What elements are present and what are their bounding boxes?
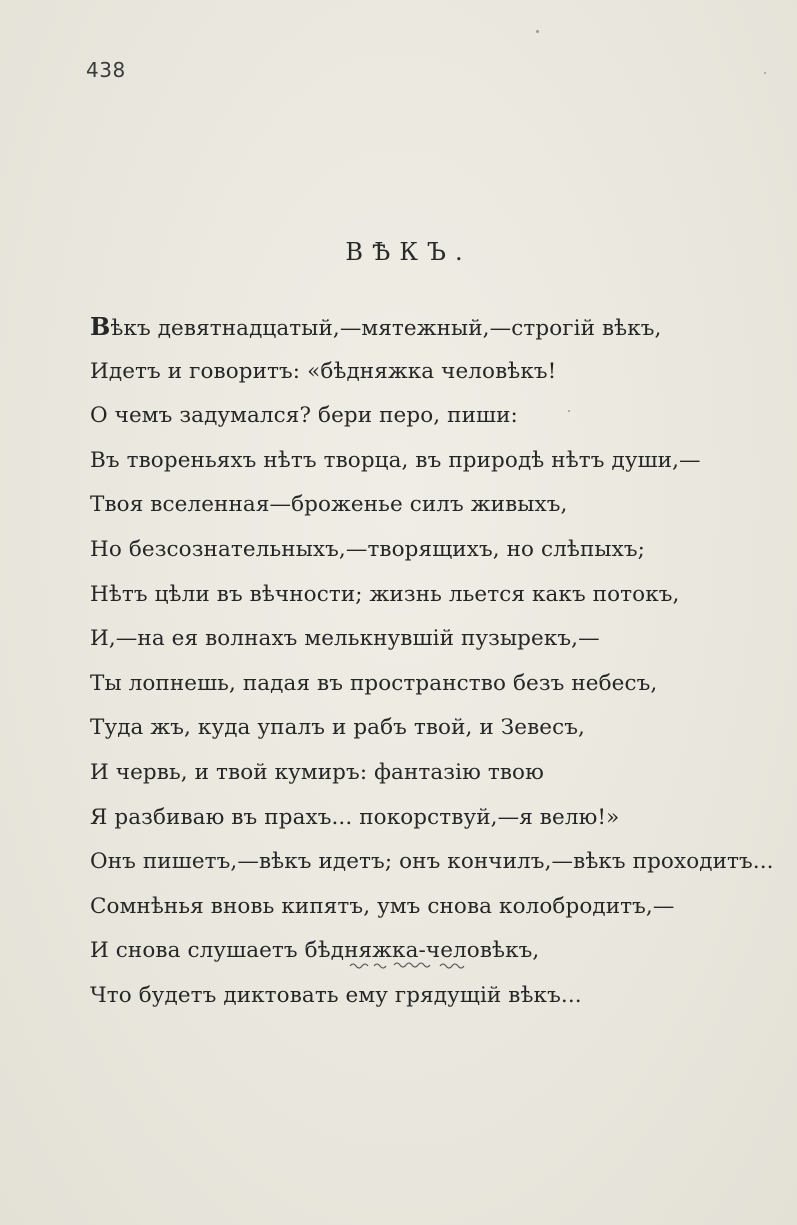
- verse-line: Я разбиваю въ прахъ... покорствуй,—я велю!»: [90, 804, 620, 830]
- poem-body: [90, 305, 790, 1019]
- verse-line: И,—на ея волнахъ мелькнувшій пузырекъ,—: [90, 626, 600, 652]
- verse-line: Идетъ и говоритъ: «бѣдняжка человѣкъ!: [90, 358, 557, 384]
- paper-speck: [568, 410, 570, 412]
- verse-line: Сомнѣнья вновь кипятъ, умъ снова колобродитъ,—: [90, 893, 675, 919]
- verse-line: И червь, и твой кумиръ: фантазію твою: [90, 759, 544, 785]
- wavy-divider-ornament: [348, 958, 472, 972]
- paper-speck: [764, 72, 766, 74]
- verse-line: [90, 305, 790, 350]
- verse-line: Въ твореньяхъ нѣтъ творца, въ природѣ нѣтъ души,—: [90, 447, 701, 473]
- verse-line: И снова слушаетъ бѣдняжка-человѣкъ,: [90, 938, 540, 964]
- verse-line: Что будетъ диктовать ему грядущій вѣкъ...: [90, 982, 582, 1008]
- verse-line: О чемъ задумался? бери перо, пиши:: [90, 403, 518, 429]
- verse-line-text: ѣкъ девятнадцатый,—мятежный,—строгій вѣкъ,: [110, 316, 662, 341]
- verse-line: Нѣтъ цѣли въ вѣчности; жизнь льется какъ потокъ,: [90, 581, 680, 607]
- verse-line: Туда жъ, куда упалъ и рабъ твой, и Зевесъ,: [90, 715, 585, 741]
- verse-line: Твоя вселенная—броженье силъ живыхъ,: [90, 492, 568, 518]
- drop-cap: В: [90, 312, 111, 341]
- verse-line: Ты лопнешь, падая въ пространство безъ небесъ,: [90, 670, 658, 696]
- paper-speck: [536, 30, 539, 33]
- page-number: 438: [86, 58, 126, 82]
- poem-title: ВѢКЪ.: [345, 238, 472, 266]
- verse-line: Но безсознательныхъ,—творящихъ, но слѣпыхъ;: [90, 536, 645, 562]
- verse-line: Онъ пишетъ,—вѣкъ идетъ; онъ кончилъ,—вѣкъ проходитъ...: [90, 849, 774, 875]
